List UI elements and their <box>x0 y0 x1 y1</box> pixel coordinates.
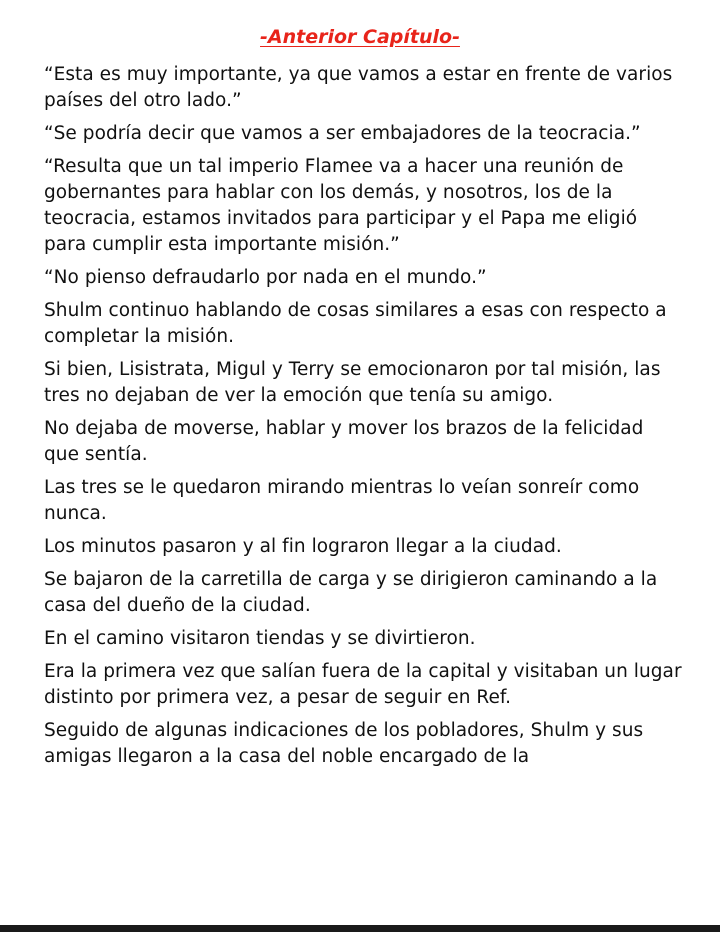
body-text <box>44 62 684 777</box>
chapter-heading: -Anterior Capítulo- <box>260 26 460 48</box>
paragraph: Shulm continuo hablando de cosas similares a esas con respecto a completar la misión. <box>44 300 667 347</box>
paragraph: Las tres se le quedaron mirando mientras lo veían sonreír como nunca. <box>44 477 640 524</box>
paragraph: Se bajaron de la carretilla de carga y se dirigieron caminando a la casa del dueño de la ciudad. <box>44 569 658 616</box>
paragraph: No dejaba de moverse, hablar y mover los brazos de la felicidad que sentía. <box>44 418 644 465</box>
paragraph: “Esta es muy importante, ya que vamos a estar en frente de varios países del otro lado.” <box>44 64 673 111</box>
paragraph: Seguido de algunas indicaciones de los pobladores, Shulm y sus amigas llegaron a la casa del noble encargado de la <box>44 720 644 767</box>
paragraph: “Se podría decir que vamos a ser embajadores de la teocracia.” <box>44 123 641 144</box>
paragraph: Los minutos pasaron y al fin lograron llegar a la ciudad. <box>44 536 562 557</box>
paragraph: “Resulta que un tal imperio Flamee va a hacer una reunión de gobernantes para hablar con los demás, y nosotros, los de la teocracia, estamos invitados para participar y el Papa me eligió para cumplir esta importante misión.” <box>44 156 638 255</box>
paragraph: En el camino visitaron tiendas y se divirtieron. <box>44 628 476 649</box>
paragraph: Era la primera vez que salían fuera de la capital y visitaban un lugar distinto por primera vez, a pesar de seguir en Ref. <box>44 661 682 708</box>
paragraph: “No pienso defraudarlo por nada en el mundo.” <box>44 267 487 288</box>
bottom-border <box>0 925 720 932</box>
paragraph: Si bien, Lisistrata, Migul y Terry se emocionaron por tal misión, las tres no dejaban de ver la emoción que tenía su amigo. <box>44 359 661 406</box>
